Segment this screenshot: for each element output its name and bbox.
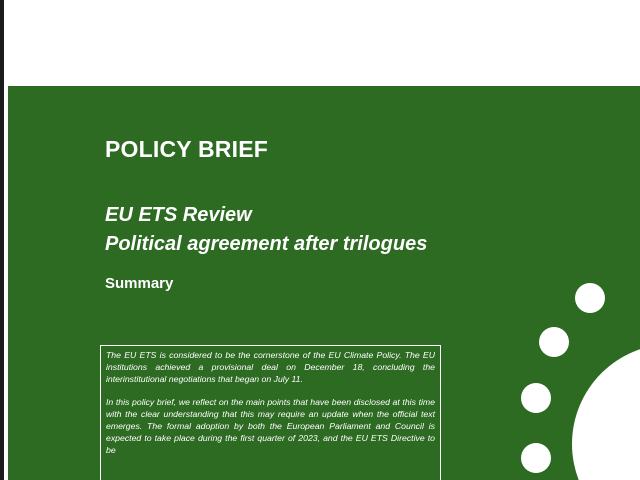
decorative-dot — [575, 283, 605, 313]
document-title-line-2: Political agreement after trilogues — [105, 233, 428, 255]
decorative-dot — [521, 443, 551, 473]
summary-paragraph-1: The EU ETS is considered to be the cornerstone of the EU Climate Policy. The EU institutions achieved a provisional deal on December 18, concluding the interinstitutional negotiations that began on July 11. — [106, 350, 435, 385]
summary-box — [100, 345, 441, 480]
summary-heading: Summary — [105, 275, 174, 292]
decorative-dot — [539, 327, 569, 357]
summary-paragraph-2: In this policy brief, we reflect on the main points that have been disclosed at this time with the clear understanding that this may require an update when the official text emerges. The formal adoption by both the European Parliament and Council is expected to take place during the first quarter of 2023, and the EU ETS Directive to be — [106, 396, 435, 456]
document-title-line-1: EU ETS Review — [105, 204, 252, 226]
cover-panel — [8, 86, 640, 480]
page-header-area — [8, 0, 640, 86]
document-type-heading: POLICY BRIEF — [105, 136, 268, 162]
decorative-large-circle — [572, 344, 640, 480]
decorative-dot — [521, 383, 551, 413]
